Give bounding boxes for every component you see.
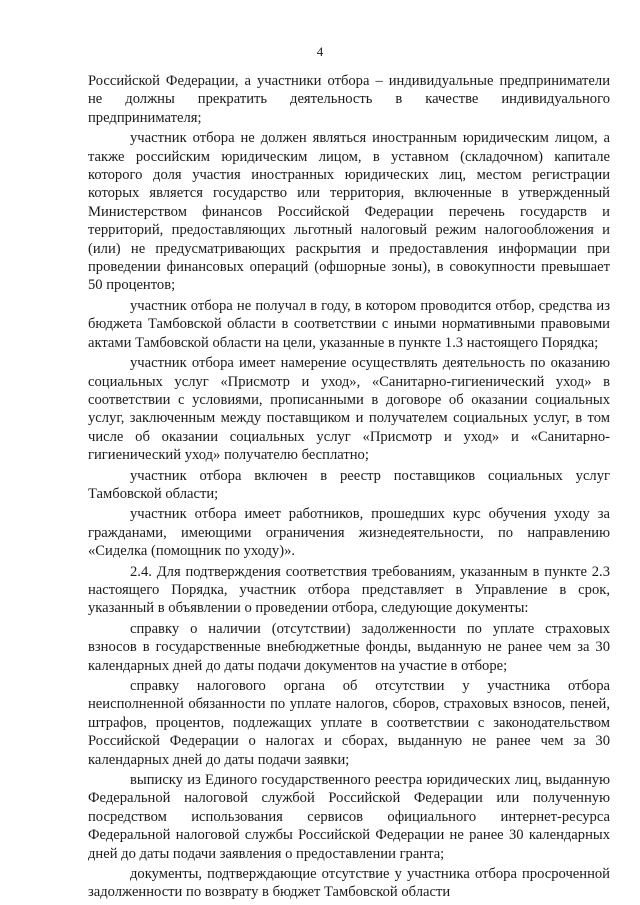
paragraph: Российской Федерации, а участники отбора – индивидуальные предприниматели не должны прекратить деятельность в качестве индивидуального предпринимателя;	[88, 73, 610, 126]
paragraph: участник отбора не получал в году, в котором проводится отбор, средства из бюджета Тамбовской области в соответствии с иными нормативными правовыми актами Тамбовской области на цели, указанные в пункте 1.3 настоящего Порядка;	[88, 297, 610, 351]
paragraph: справку о наличии (отсутствии) задолженности по уплате страховых взносов в государственные внебюджетные фонды, выданную не ранее чем за 30 календарных дней до даты подачи документов на участие в отборе;	[88, 620, 610, 674]
paragraph: документы, подтверждающие отсутствие у участника отбора просроченной задолженности по возврату в бюджет Тамбовской области	[88, 866, 610, 901]
paragraph: выписку из Единого государственного реестра юридических лиц, выданную Федеральной налоговой службой Российской Федерации или полученную посредством использования сервисов официального интернет-ресурса Федеральной налоговой службы Российской Федерации не ранее 30 календарных дней до даты подачи заявления о предоставлении гранта;	[88, 772, 610, 862]
paragraph: 2.4. Для подтверждения соответствия требованиям, указанным в пункте 2.3 настоящего Порядка, участник отбора представляет в Управление в срок, указанный в объявлении о проведении отбора, следующие документы:	[88, 563, 610, 617]
document-body	[88, 72, 610, 902]
page-number: 4	[316, 44, 324, 59]
paragraph: участник отбора не должен являться иностранным юридическим лицом, а также российским юридическим лицом, в уставном (складочном) капитале которого доля участия иностранных юридических лиц, местом регистрации которых является государство или территория, включенные в утвержденный Министерством финансов Российской Федерации перечень государств и территорий, предоставляющих льготный налоговый режим налогообложения и (или) не предусматривающих раскрытия и предоставления информации при проведении финансовых операций (офшорные зоны), в совокупности превышает 50 процентов;	[88, 130, 610, 294]
paragraph: участник отбора имеет работников, прошедших курс обучения уходу за гражданами, имеющими ограничения жизнедеятельности, по направлению «Сиделка (помощник по уходу)».	[88, 506, 610, 560]
paragraph: справку налогового органа об отсутствии у участника отбора неисполненной обязанности по уплате налогов, сборов, страховых взносов, пеней, штрафов, процентов, подлежащих уплате в соответствии с законодательством Российской Федерации о налогах и сборах, выданную не ранее чем за 30 календарных дней до даты подачи заявки;	[88, 678, 610, 768]
paragraph: участник отбора имеет намерение осуществлять деятельность по оказанию социальных услуг «Присмотр и уход», «Санитарно-гигиенический уход» в соответствии с условиями, прописанными в договоре об оказании социальных услуг, заключенным между поставщиком и получателем социальных услуг, в том числе об оказании социальных услуг «Присмотр и уход» и «Санитарно-гигиенический уход» получателю бесплатно;	[88, 355, 610, 464]
paragraph: участник отбора включен в реестр поставщиков социальных услуг Тамбовской области;	[88, 467, 610, 502]
